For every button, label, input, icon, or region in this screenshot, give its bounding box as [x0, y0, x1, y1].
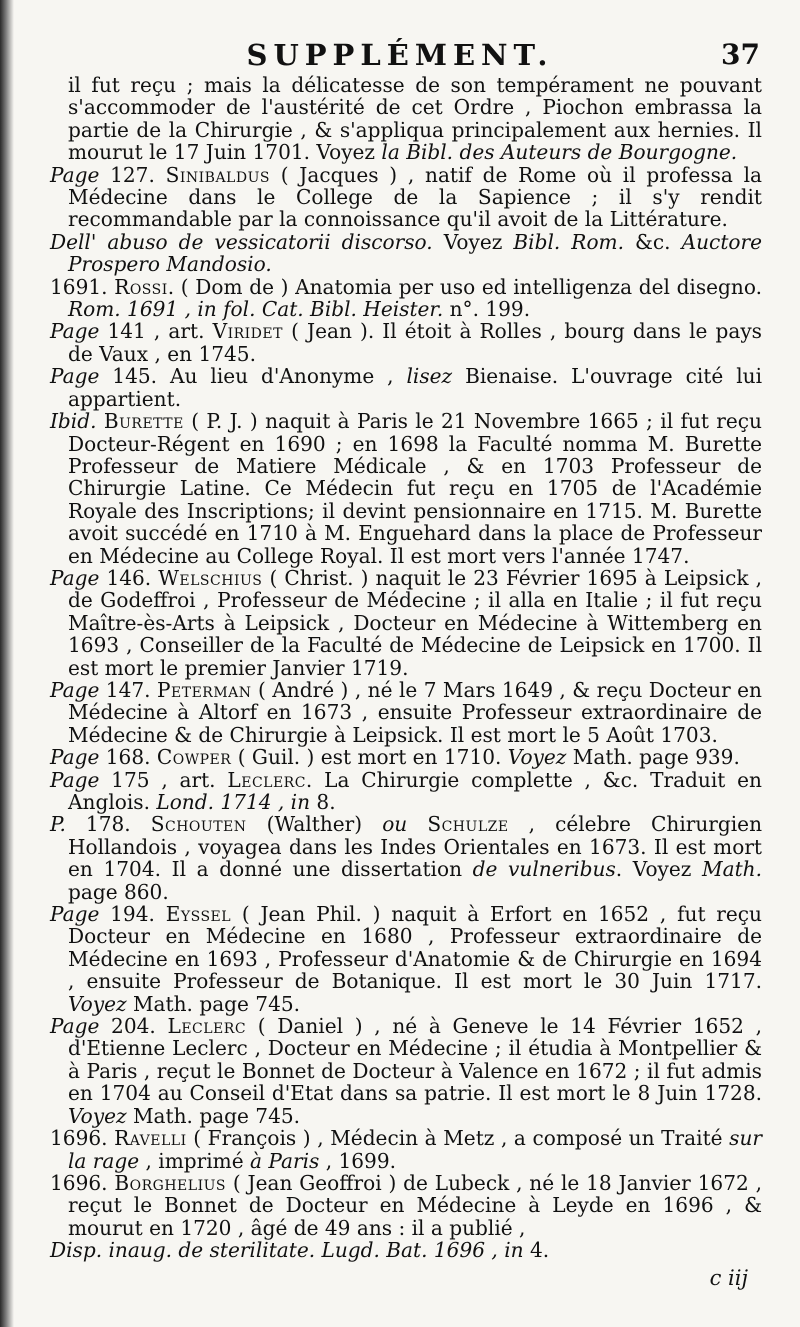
- signature-mark: c iij: [709, 1266, 748, 1290]
- text-run: Borghelius: [114, 1170, 226, 1195]
- text-run: ( Jean Phil. ) naquit à Erfort en 1652 , fut reçu Docteur en Médecine en 1680 , Professeur extraordinaire de Médecine en 1693 , Professeur d'Anatomie & de Chirurgie en 1694 , ensuite Professeur de Botanique. Il est mort le 30 Juin 1717.: [68, 902, 763, 994]
- text-run: ( Jean ). Il étoit à Rolles , bourg dans le pays de Vaux , en 1745.: [68, 319, 762, 366]
- entry-paragraph: [50, 567, 762, 679]
- text-run: Rom. 1691 , in fol. Cat. Bibl. Heister.: [68, 297, 444, 322]
- text-run: ou: [382, 812, 408, 837]
- text-run: 4.: [523, 1238, 550, 1263]
- text-run: Schulze: [427, 812, 509, 837]
- entry-paragraph: [50, 746, 762, 768]
- text-run: Lond. 1714 , in: [156, 790, 311, 814]
- text-run: 1696.: [50, 1170, 115, 1195]
- entry-paragraph: [50, 903, 762, 1015]
- text-run: 147.: [99, 677, 157, 702]
- text-run: 8.: [310, 790, 336, 814]
- text-run: sur la rage: [68, 1126, 762, 1173]
- text-run: Voyez: [68, 991, 127, 1016]
- text-run: Math. page 745.: [126, 991, 301, 1016]
- text-run: Sinibaldus: [165, 162, 270, 187]
- text-run: ( P. J. ) naquit à Paris le 21 Novembre 1665 ; il fut reçu Docteur-Régent en 1690 ; en 1698 la Faculté nomma M. Burette Professeur de Matiere Médicale , & en 1703 Professeur de Chirurgie Latine. Ce Médecin fut reçu en 1705 de l'Académie Royale des Inscriptions; il devint pensionnaire en 1715. M. Burette avoit succédé en 1710 à M. Enguehard dans la place de Professeur en Médecine au College Royal. Il est mort vers l'année 1747.: [68, 409, 762, 568]
- text-run: la Bibl. des Auteurs de Bourgogne.: [381, 140, 738, 165]
- text-run: [96, 409, 103, 433]
- text-run: (Walther): [246, 812, 383, 837]
- text-run: de vulneribus: [472, 857, 616, 882]
- entry-paragraph: [50, 1172, 762, 1239]
- text-run: Welschius: [158, 565, 263, 590]
- text-run: lisez: [406, 364, 453, 389]
- text-run: 141 , art.: [99, 319, 213, 344]
- text-run: ( André ) , né le 7 Mars 1649 , & reçu Docteur en Médecine à Altorf en 1673 , ensuite Professeur extraordinaire de Médecine & de Chirurgie à Leipsick. Il est mort le 5 Août 1703.: [68, 677, 762, 747]
- text-run: 194.: [99, 902, 166, 927]
- entry-paragraph: [50, 74, 762, 164]
- text-run: ( Christ. ) naquit le 23 Février 1695 à Leipsick , de Godeffroi , Professeur de Médecine ; il alla en Italie ; il fut reçu Maître-ès-Arts à Leipsick , Docteur en Médecine à Wittemberg en 1693 , Conseiller de la Faculté de Médecine de Leipsick en 1700. Il est mort le premier Janvier 1719.: [68, 565, 762, 680]
- text-run: 168.: [99, 745, 157, 770]
- text-run: Leclerc: [167, 1014, 247, 1039]
- text-run: . Voyez: [615, 857, 703, 882]
- text-run: ( Jacques ) , natif de Rome où il professa la Médecine dans le College de la Sapience ; il s'y rendit recommandable par la connoissance qu'il avoit de la Littérature.: [68, 162, 763, 232]
- text-run: Disp. inaug. de sterilitate. Lugd. Bat. 1696 , in: [50, 1238, 524, 1263]
- entry-paragraph: [50, 164, 762, 231]
- entry-paragraph: [50, 365, 762, 410]
- text-run: Math. page 939.: [566, 745, 740, 770]
- text-run: Page: [50, 565, 100, 590]
- text-run: 127.: [99, 162, 166, 187]
- text-run: P.: [50, 812, 66, 837]
- entry-paragraph: [50, 1015, 762, 1127]
- text-run: Page: [50, 902, 100, 927]
- text-run: Auctore Prospero Mandosio.: [68, 229, 762, 277]
- text-run: Rossi: [114, 274, 168, 299]
- text-run: . La Chirurgie complette , &c. Traduit en Anglois.: [68, 767, 762, 814]
- text-run: il fut reçu ; mais la délicatesse de son tempérament ne pouvant s'accommoder de l'austérité de cet Ordre , Piochon embrassa la partie de la Chirurgie , & s'appliqua principalement aux hernies. Il mourut le 17 Juin 1701. Voyez: [68, 73, 762, 165]
- text-run: Eyssel: [165, 902, 232, 927]
- text-run: Voyez: [507, 745, 567, 770]
- text-run: [407, 812, 427, 836]
- page-number: 37: [721, 38, 760, 71]
- text-run: Leclerc: [227, 767, 306, 792]
- text-run: Cowper: [156, 745, 232, 770]
- text-run: 1691.: [50, 274, 115, 299]
- entry-paragraph: [50, 276, 762, 321]
- text-run: ( Jean Geoffroi ) de Lubeck , né le 18 Janvier 1672 , reçut le Bonnet de Docteur en Médecine à Leyde en 1696 , & mourut en 1720 , âgé de 49 ans : il a publié ,: [68, 1170, 762, 1240]
- entry-paragraph: [50, 1127, 762, 1172]
- running-head: SUPPLÉMENT.: [246, 38, 554, 72]
- text-run: 175 , art.: [99, 767, 228, 792]
- text-run: , célebre Chirurgien Hollandois , voyagea dans les Indes Orientales en 1673. Il est mort en 1704. Il a donné une dissertation: [68, 812, 763, 882]
- text-run: Burette: [103, 409, 184, 434]
- text-run: , imprimé: [139, 1148, 251, 1173]
- text-run: 178.: [65, 812, 151, 837]
- text-run: Voyez: [68, 1103, 127, 1128]
- text-run: Page: [50, 745, 100, 770]
- text-run: 146.: [99, 565, 159, 590]
- text-run: ( Guil. ) est mort en 1710.: [231, 745, 508, 770]
- text-run: Voyez: [432, 229, 514, 254]
- text-run: Peterman: [157, 677, 252, 702]
- body-text: [50, 74, 762, 1262]
- entry-paragraph: [50, 1239, 762, 1261]
- text-run: Math. page 745.: [126, 1103, 301, 1128]
- text-run: Page: [50, 677, 100, 702]
- text-run: ( François ) , Médecin à Metz , a composé un Traité: [186, 1126, 730, 1151]
- entry-paragraph: [50, 320, 762, 365]
- text-run: Ibid.: [50, 409, 97, 434]
- text-run: Math.: [702, 857, 762, 882]
- text-run: Page: [50, 162, 100, 187]
- text-run: page 860.: [68, 879, 169, 904]
- entry-paragraph: [50, 410, 762, 567]
- text-run: 145. Au lieu d'Anonyme ,: [99, 364, 407, 389]
- text-run: 204.: [99, 1014, 168, 1039]
- text-run: Page: [50, 1014, 100, 1039]
- text-run: n°. 199.: [443, 297, 531, 322]
- text-run: ( Daniel ) , né à Geneve le 14 Février 1652 , d'Etienne Leclerc , Docteur en Médecine ; il étudia à Montpellier & à Paris , reçut le Bonnet de Docteur à Valence en 1672 ; il fut admis en 1704 au Conseil d'Etat dans sa patrie. Il est mort le 8 Juin 1728.: [68, 1014, 762, 1106]
- text-run: Schouten: [150, 812, 247, 837]
- text-run: Viridet: [212, 319, 283, 344]
- text-run: Bienaise. L'ouvrage cité lui appartient.: [68, 364, 763, 411]
- text-run: Page: [50, 364, 100, 389]
- text-run: . ( Dom de ) Anatomia per uso ed intelligenza del disegno.: [167, 274, 762, 299]
- text-run: Bibl. Rom.: [513, 229, 624, 254]
- entry-paragraph: [50, 813, 762, 903]
- text-run: Dell' abuso de vessicatorii discorso.: [50, 229, 433, 254]
- entry-paragraph: [50, 231, 762, 276]
- text-run: à Paris: [250, 1148, 320, 1173]
- entry-paragraph: [50, 679, 762, 746]
- text-run: Ravelli: [114, 1126, 187, 1151]
- text-run: &c.: [623, 229, 682, 254]
- text-run: Page: [50, 319, 100, 344]
- entry-paragraph: [50, 769, 762, 814]
- text-run: Page: [50, 767, 100, 792]
- page-header: [0, 38, 800, 74]
- text-run: , 1699.: [319, 1148, 397, 1173]
- text-run: 1696.: [50, 1126, 115, 1151]
